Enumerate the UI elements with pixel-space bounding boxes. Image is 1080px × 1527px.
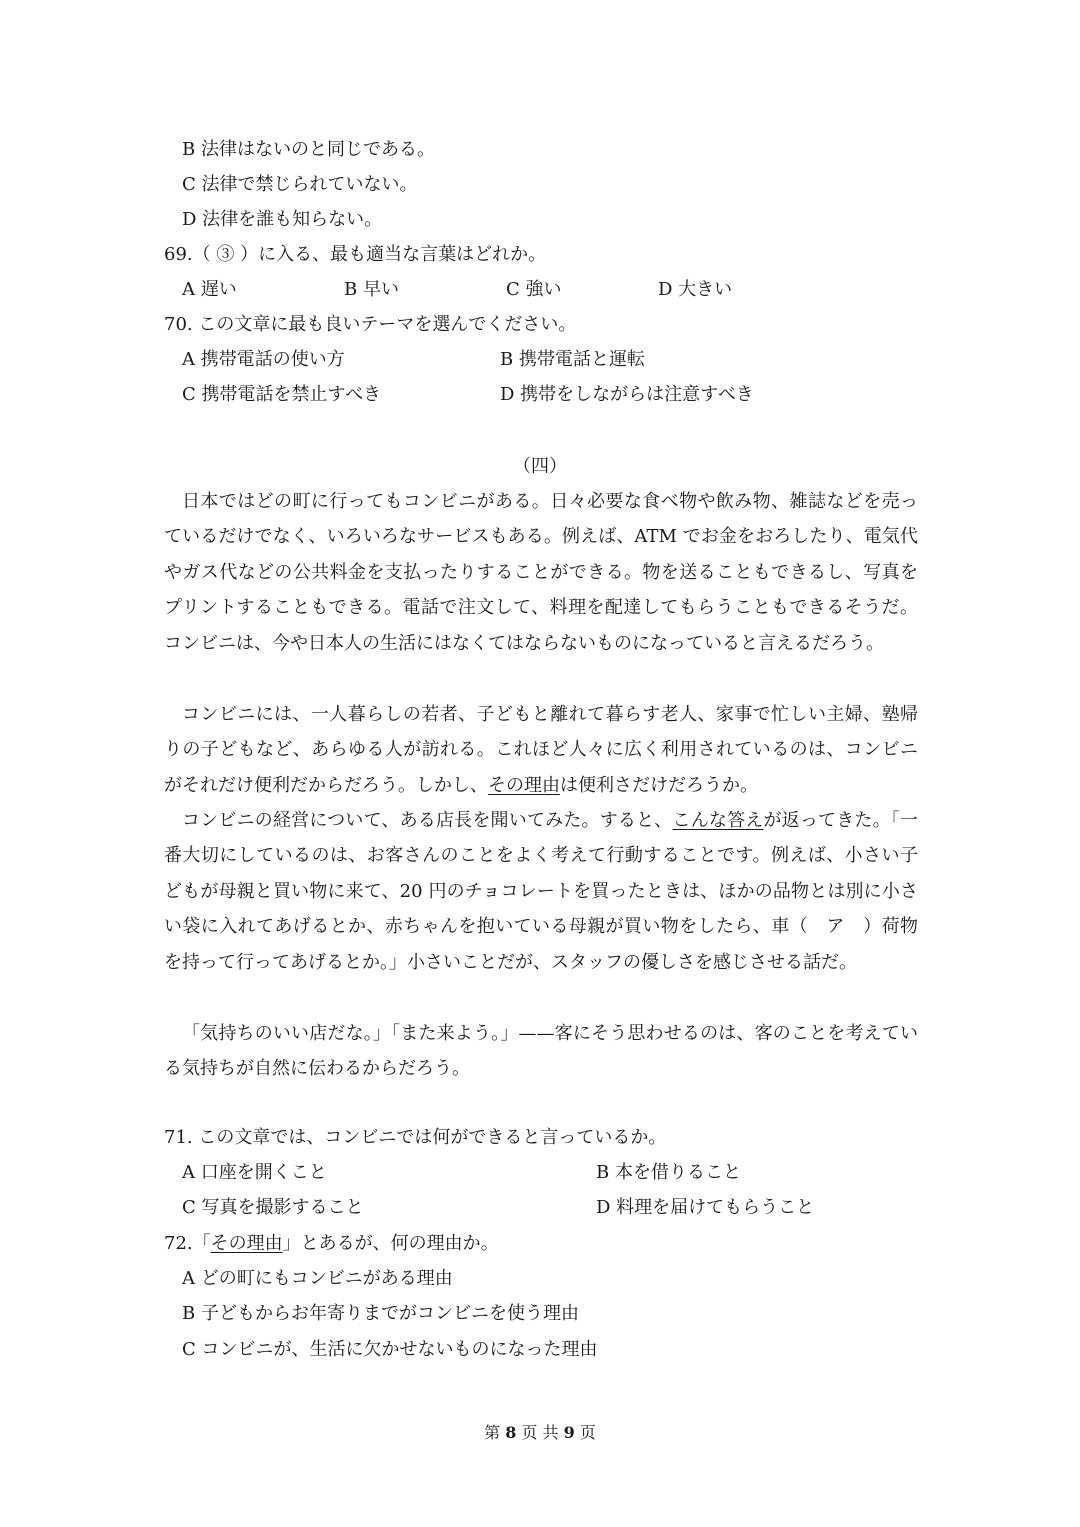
- passage-paragraph-4: 「気持ちのいい店だな。」「また来よう。」——客にそう思わせるのは、客のことを考えている気持ちが自然に伝わるからだろう。: [164, 1023, 918, 1080]
- q68-option-d: D 法律を誰も知らない。: [182, 209, 383, 230]
- q69-option-a: A 遅い: [182, 279, 237, 300]
- q72-option-a: A どの町にもコンビニがある理由: [182, 1268, 453, 1289]
- q70-option-b: B 携帯電話と運転: [500, 349, 645, 370]
- q69-option-b: B 早い: [344, 279, 399, 300]
- q70-option-a: A 携帯電話の使い方: [182, 349, 345, 370]
- q70-option-d: D 携帯をしながらは注意すべき: [500, 384, 754, 405]
- q72-underline: その理由: [210, 1233, 283, 1254]
- passage-paragraph-1: 日本ではどの町に行ってもコンビニがある。日々必要な食べ物や飲み物、雑誌などを売っているだけでなく、いろいろなサービスもある。例えば、ATM でお金をおろしたり、電気代やガス代などの公共料金を支払ったりすることができる。物を送ることもできるし、写真をプリントすることもできる。電話で注文して、料理を配達してもらうこともできるそうだ。コンビニは、今や日本人の生活にはなくてはならないものになっていると言えるだろう。: [164, 491, 918, 654]
- q69-option-d: D 大きい: [658, 279, 733, 300]
- page-number: 8: [505, 1423, 517, 1442]
- page-footer: 第 8 页 共 9 页: [484, 1423, 596, 1442]
- q70-question: 70. この文章に最も良いテーマを選んでください。: [164, 314, 577, 335]
- q70-option-c: C 携帯電話を禁止すべき: [182, 384, 382, 405]
- underline-konna-kotae: こんな答え: [672, 810, 764, 831]
- passage-paragraph-3: コンビニの経営について、ある店長を聞いてみた。すると、こんな答えが返ってきた。「一番大切にしているのは、お客さんのことをよく考えて行動することです。例えば、小さい子どもが母親と買い物に来て、20 円のチョコレートを買ったときは、ほかの品物とは別に小さい袋に入れてあげるとか、赤ちゃんを抱いている母親が買い物をしたら、車（ ア ）荷物を持って行ってあげるとか。」小さいことだが、スタッフの優しさを感じさせる話だ。: [164, 810, 919, 973]
- underline-sono-riyuu: その理由: [488, 774, 560, 796]
- passage-paragraph-2: コンビニには、一人暮らしの若者、子どもと離れて暮らす老人、家事で忙しい主婦、塾帰りの子どもなど、あらゆる人が訪れる。これほど人々に広く利用されているのは、コンビニがそれだけ便利だからだろう。しかし、その理由は便利さだけだろうか。: [164, 704, 918, 796]
- q71-option-c: C 写真を撮影すること: [182, 1197, 364, 1218]
- q69-option-c: C 強い: [506, 279, 562, 300]
- total-pages: 9: [563, 1423, 575, 1442]
- q71-option-b: B 本を借りること: [596, 1162, 741, 1183]
- q71-option-a: A 口座を開くこと: [182, 1162, 327, 1183]
- q68-option-c: C 法律で禁じられていない。: [182, 174, 418, 195]
- q72-question: 72.「その理由」とあるが、何の理由か。: [164, 1233, 499, 1254]
- q72-option-c: C コンビニが、生活に欠かせないものになった理由: [182, 1339, 598, 1360]
- q71-question: 71. この文章では、コンビニでは何ができると言っているか。: [164, 1127, 667, 1148]
- q68-option-b: B 法律はないのと同じである。: [182, 139, 435, 160]
- q72-option-b: B 子どもからお年寄りまでがコンビニを使う理由: [182, 1303, 579, 1324]
- q69-question: 69.（ ③ ）に入る、最も適当な言葉はどれか。: [164, 244, 547, 265]
- section-heading: （四）: [513, 456, 567, 477]
- q71-option-d: D 料理を届けてもらうこと: [596, 1197, 815, 1218]
